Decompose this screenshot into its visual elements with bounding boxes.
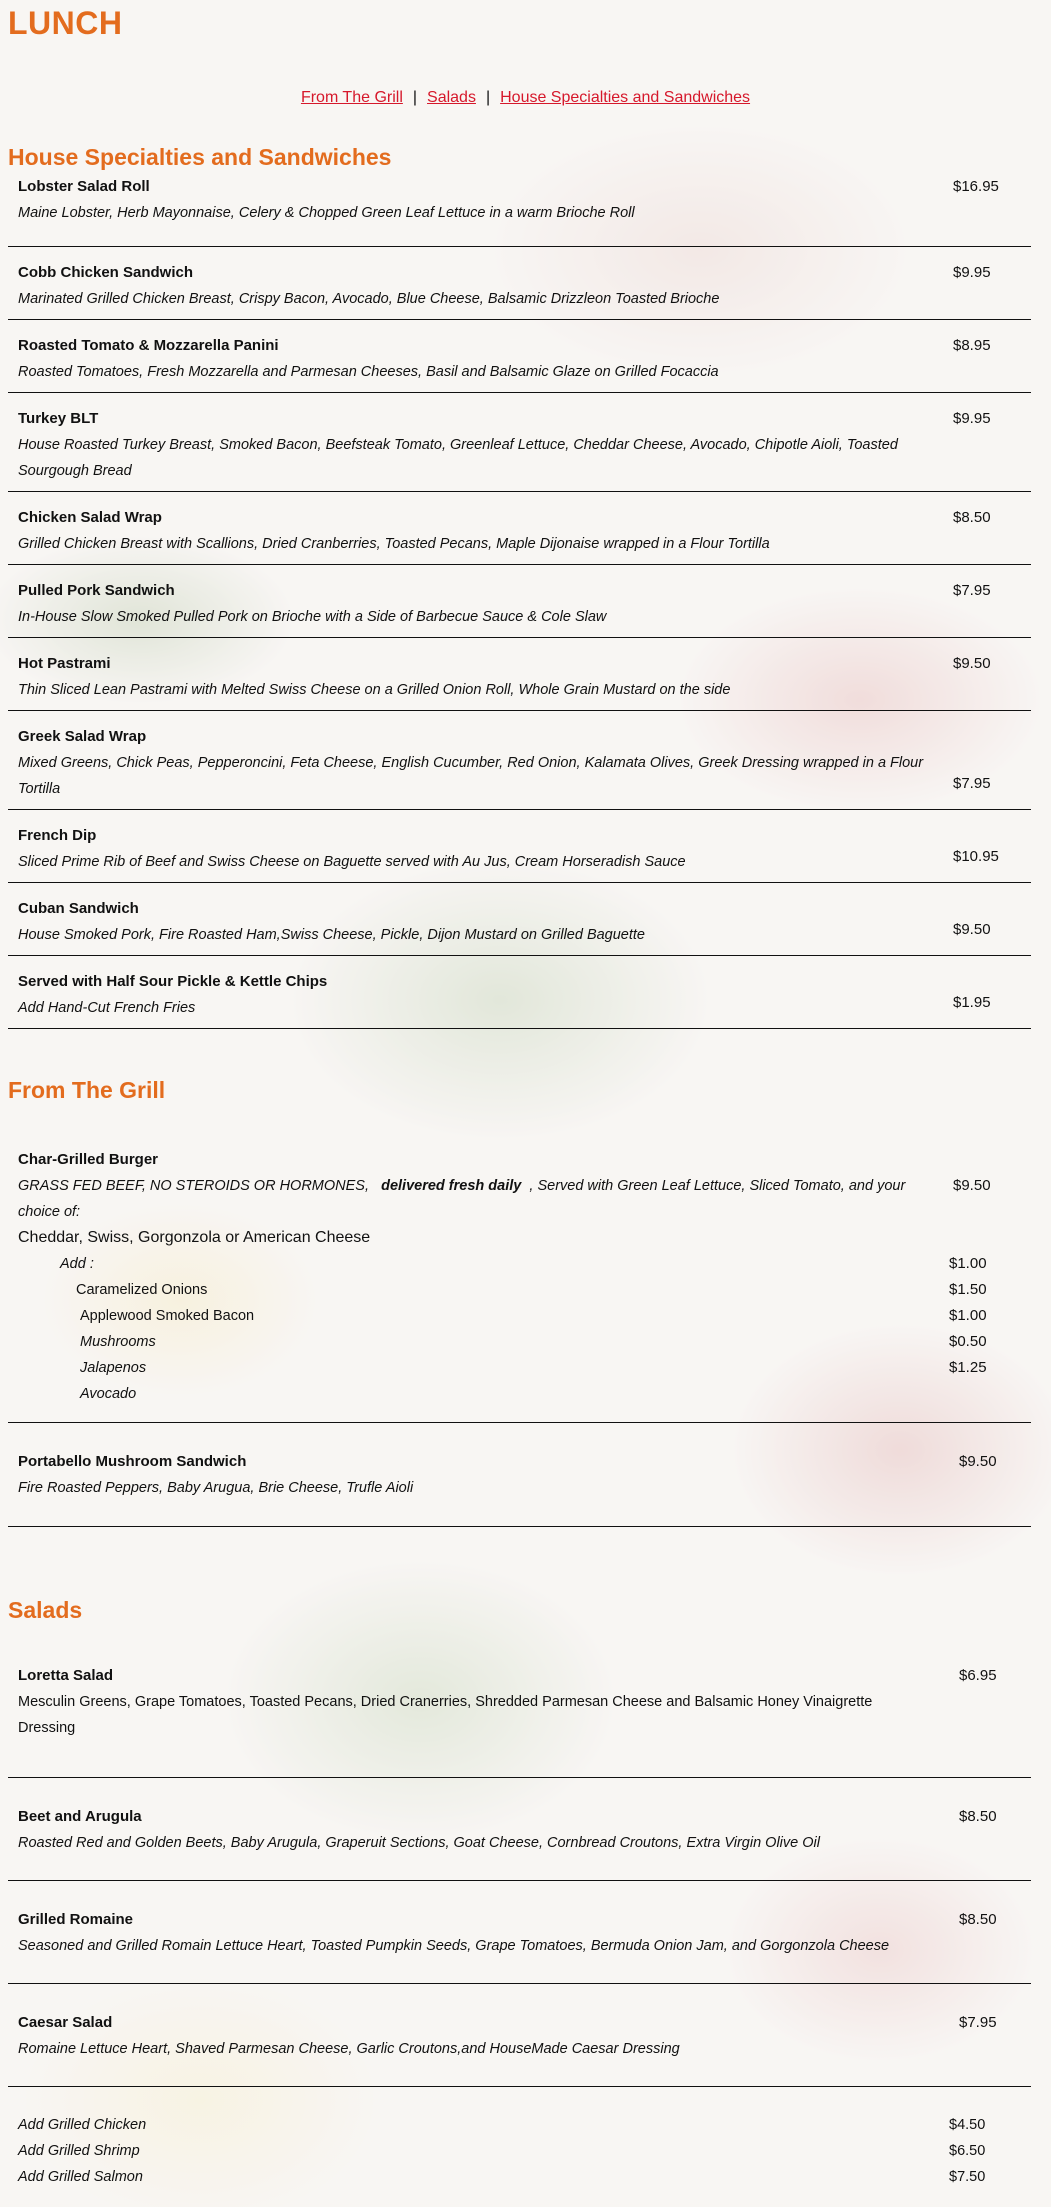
item-price: $9.50 [959,1453,997,1470]
item-description: Mixed Greens, Chick Peas, Pepperoncini, Feta Cheese, English Cucumber, Red Onion, Kalamata Olives, Greek Dressing wrapped in a Flour Tortilla [18,755,924,797]
menu-item [8,393,1031,492]
extra-price: $7.50 [949,2169,986,2185]
item-description: Thin Sliced Lean Pastrami with Melted Swiss Cheese on a Grilled Onion Roll, Whole Grain Mustard on the side [18,682,731,698]
item-price: $9.50 [953,1177,991,1194]
item-description: Sliced Prime Rib of Beef and Swiss Cheese on Baguette served with Au Jus, Cream Horseradish Sauce [18,854,686,870]
section-title-specialties: House Specialties and Sandwiches [8,144,392,170]
menu-item [8,1627,1031,1778]
addon-row [18,1329,1021,1355]
extra-name: Add Grilled Chicken [18,2117,147,2133]
addon-row [18,1381,1021,1407]
page-title: LUNCH [8,5,123,41]
menu-item [8,711,1031,810]
item-name: Served with Half Sour Pickle & Kettle Chips [18,973,328,990]
nav-separator: | [412,89,418,106]
addon-price: $0.50 [949,1333,987,1350]
item-name: Lobster Salad Roll [18,178,150,195]
nav-link-salads[interactable]: Salads [427,89,476,106]
item-description: Add Hand-Cut French Fries [18,1000,196,1016]
salad-extras [8,2087,1031,2190]
item-price: $8.50 [959,1911,997,1928]
addon-label: Add : [60,1256,94,1272]
extra-price: $6.50 [949,2143,986,2159]
item-price: $7.95 [953,582,991,599]
item-description: In-House Slow Smoked Pulled Pork on Brioche with a Side of Barbecue Sauce & Cole Slaw [18,609,607,625]
addon-name: Mushrooms [80,1334,156,1350]
item-description [18,1173,1021,1225]
menu-item [8,174,1031,247]
item-price: $8.50 [953,509,991,526]
addon-row [18,1355,1021,1381]
item-description: Mesculin Greens, Grape Tomatoes, Toasted Pecans, Dried Cranerries, Shredded Parmesan Cheese and Balsamic Honey Vinaigrette Dressing [18,1694,873,1736]
extra-row [18,2138,1021,2164]
addon-name: Jalapenos [80,1360,147,1376]
item-price: $9.95 [953,264,991,281]
item-name: Turkey BLT [18,410,99,427]
extra-price: $4.50 [949,2117,986,2133]
item-description: Seasoned and Grilled Romain Lettuce Heart, Toasted Pumpkin Seeds, Grape Tomatoes, Bermuda Onion Jam, and Gorgonzola Cheese [18,1938,890,1954]
menu-item [8,1881,1031,1984]
item-name: Pulled Pork Sandwich [18,582,175,599]
nav-separator: | [485,89,491,106]
section-title-salads: Salads [8,1597,83,1623]
nav-link-grill[interactable]: From The Grill [300,89,403,106]
item-description: Maine Lobster, Herb Mayonnaise, Celery & Chopped Green Leaf Lettuce in a warm Brioche Roll [18,205,635,221]
section-nav [8,89,1043,109]
addon-row [18,1277,1021,1303]
menu-item [8,883,1031,956]
item-name: Portabello Mushroom Sandwich [18,1453,247,1470]
specialties-list [8,174,1043,1029]
addon-price: $1.00 [949,1255,987,1272]
burger-desc-highlight: delivered fresh daily [381,1178,522,1194]
menu-item [8,1984,1031,2087]
menu-item [8,1778,1031,1881]
menu-item [8,492,1031,565]
extra-row [18,2112,1021,2138]
cheese-options: Cheddar, Swiss, Gorgonzola or American Cheese [18,1229,371,1246]
item-description: House Roasted Turkey Breast, Smoked Bacon, Beefsteak Tomato, Greenleaf Lettuce, Cheddar Cheese, Avocado, Chipotle Aioli, Toasted Sourgough Bread [18,437,898,479]
menu-item [8,565,1031,638]
addon-name: Applewood Smoked Bacon [80,1308,255,1324]
nav-link-specialties[interactable]: House Specialties and Sandwiches [500,89,751,106]
addon-name: Caramelized Onions [76,1282,208,1298]
section-title-grill: From The Grill [8,1077,166,1103]
addon-label-row [18,1251,1021,1277]
item-name: Hot Pastrami [18,655,111,672]
burger-desc-part: GRASS FED BEEF, NO STEROIDS OR HORMONES, [18,1178,370,1194]
menu-item [8,320,1031,393]
item-price: $8.95 [953,337,991,354]
item-price: $6.95 [959,1667,997,1684]
item-price: $9.50 [953,655,991,672]
addon-price: $1.00 [949,1307,987,1324]
item-name: Cobb Chicken Sandwich [18,264,194,281]
item-description: Roasted Tomatoes, Fresh Mozzarella and Parmesan Cheeses, Basil and Balsamic Glaze on Grilled Focaccia [18,364,719,380]
item-description: Roasted Red and Golden Beets, Baby Arugula, Graperuit Sections, Goat Cheese, Cornbread Croutons, Extra Virgin Olive Oil [18,1835,820,1851]
addon-price: $1.50 [949,1281,987,1298]
addon-row [18,1303,1021,1329]
item-description: House Smoked Pork, Fire Roasted Ham,Swiss Cheese, Pickle, Dijon Mustard on Grilled Baguette [18,927,645,943]
extra-row [18,2164,1021,2190]
item-name: Beet and Arugula [18,1808,142,1825]
item-name: Caesar Salad [18,2014,113,2031]
item-name: Char-Grilled Burger [18,1151,159,1168]
menu-item [8,638,1031,711]
menu-item-portabello [8,1423,1031,1527]
item-description: Romaine Lettuce Heart, Shaved Parmesan Cheese, Garlic Croutons,and HouseMade Caesar Dressing [18,2041,680,2057]
item-price: $7.95 [953,775,991,792]
item-name: Chicken Salad Wrap [18,509,162,526]
item-price: $7.95 [959,2014,997,2031]
burger-desc-part: , Served with Green Leaf Lettuce, Sliced Tomato, and your choice of: [18,1178,906,1220]
item-description: Marinated Grilled Chicken Breast, Crispy Bacon, Avocado, Blue Cheese, Balsamic Drizzleon Toasted Brioche [18,291,720,307]
item-description: Grilled Chicken Breast with Scallions, Dried Cranberries, Toasted Pecans, Maple Dijonaise wrapped in a Flour Tortilla [18,536,770,552]
item-price: $9.50 [953,921,991,938]
item-name: Cuban Sandwich [18,900,139,917]
menu-item [8,956,1031,1029]
item-description: Fire Roasted Peppers, Baby Arugua, Brie Cheese, Trufle Aioli [18,1480,414,1496]
item-name: French Dip [18,827,97,844]
addon-price: $1.25 [949,1359,987,1376]
item-name: Loretta Salad [18,1667,114,1684]
item-name: Roasted Tomato & Mozzarella Panini [18,337,279,354]
addon-name: Avocado [80,1386,137,1402]
menu-item [8,247,1031,320]
menu-item-burger [8,1107,1031,1423]
item-price: $16.95 [953,178,999,195]
item-name: Grilled Romaine [18,1911,134,1928]
menu-item [8,810,1031,883]
extra-name: Add Grilled Shrimp [18,2143,140,2159]
extra-name: Add Grilled Salmon [18,2169,143,2185]
item-price: $8.50 [959,1808,997,1825]
item-price: $10.95 [953,848,999,865]
item-name: Greek Salad Wrap [18,728,147,745]
item-price: $1.95 [953,994,991,1011]
item-price: $9.95 [953,410,991,427]
